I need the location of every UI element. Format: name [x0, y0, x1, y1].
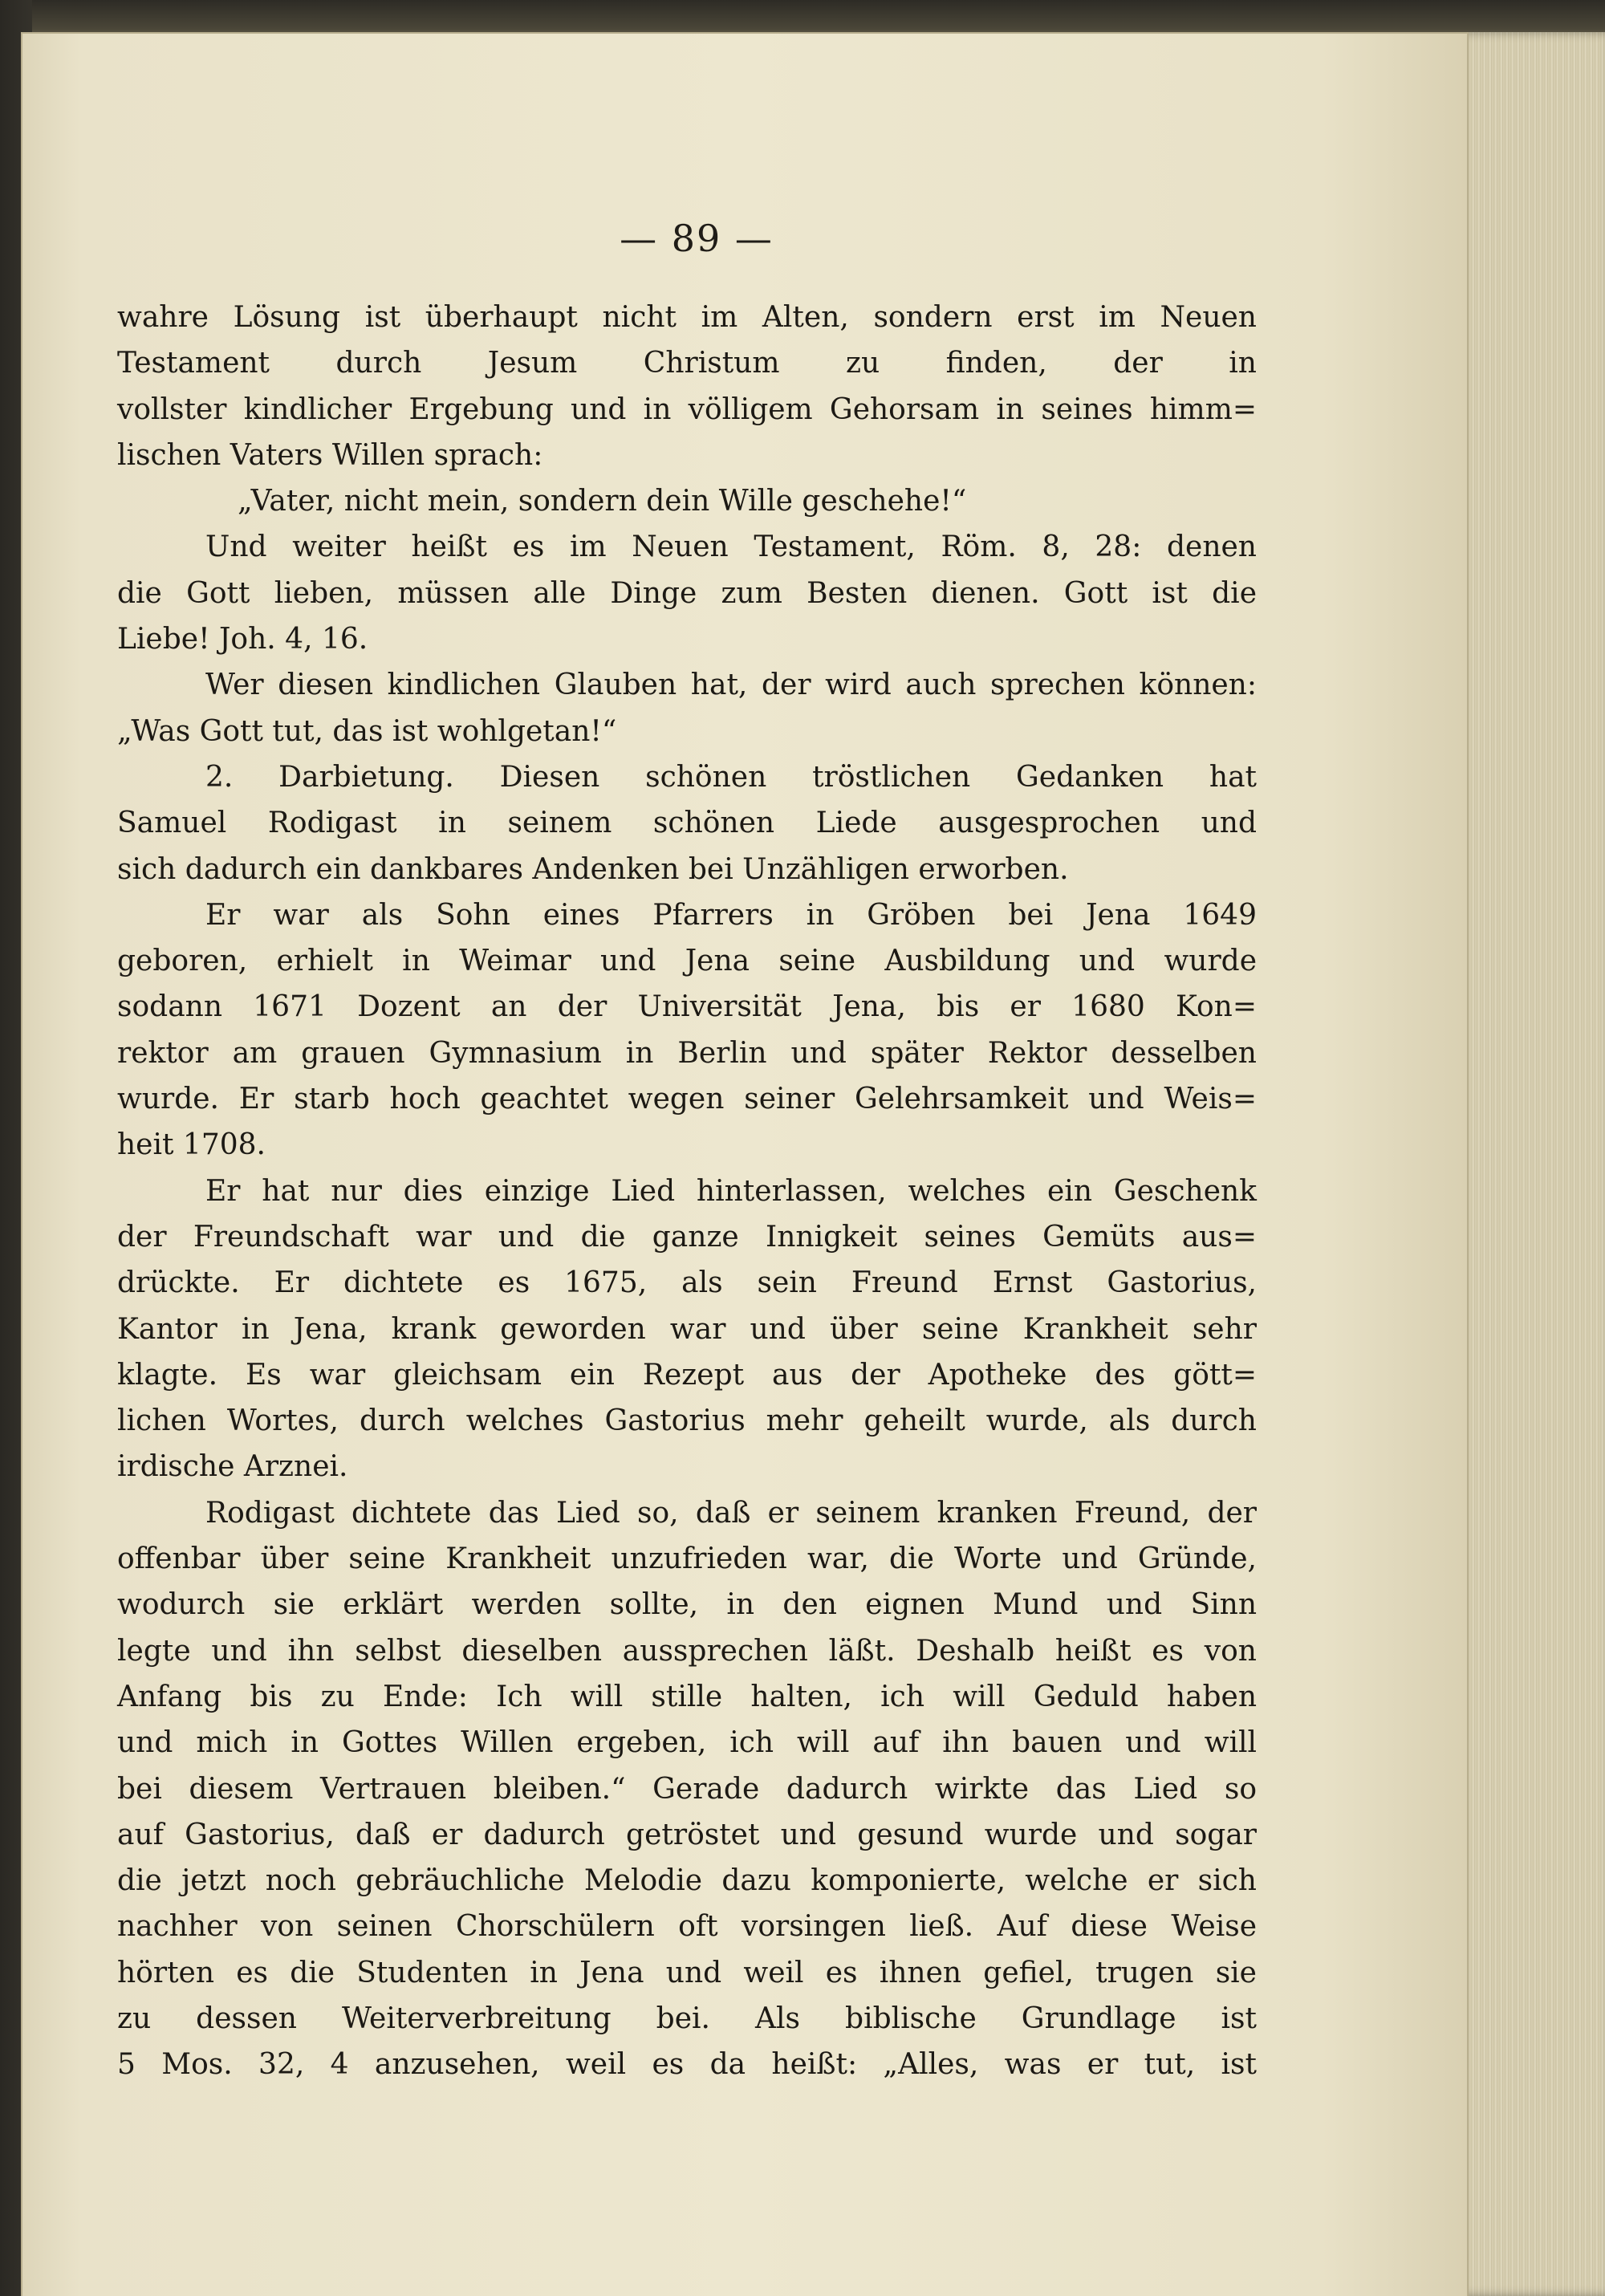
text-line: heit 1708. [117, 1128, 266, 1162]
page-number: — 89 — [620, 217, 774, 260]
text-line: Und weiter heißt es im Neuen Testament, Röm. 8, 28: denen [205, 530, 1257, 564]
book-page [22, 34, 1467, 2296]
text-line: rektor am grauen Gymnasium in Berlin und später Rektor desselben [117, 1036, 1257, 1070]
text-line: Rodigast dichtete das Lied so, daß er seinem kranken Freund, der [205, 1496, 1257, 1530]
text-line: wurde. Er starb hoch geachtet wegen seiner Gelehrsamkeit und Weis= [117, 1083, 1257, 1116]
text-line: Anfang bis zu Ende: Ich will stille halten, ich will Geduld haben [117, 1680, 1257, 1713]
text-line: Wer diesen kindlichen Glauben hat, der wird auch sprechen können: [205, 668, 1257, 702]
text-line: und mich in Gottes Willen ergeben, ich will auf ihn bauen und will [117, 1726, 1257, 1760]
text-line: auf Gastorius, daß er dadurch getröstet und gesund wurde und sogar [117, 1818, 1257, 1851]
text-line: geboren, erhielt in Weimar und Jena seine Ausbildung und wurde [117, 945, 1257, 978]
section-heading-line: 2. Darbietung. Diesen schönen tröstlichen Gedanken hat [205, 760, 1257, 794]
text-line: die jetzt noch gebräuchliche Melodie dazu komponierte, welche er sich [117, 1864, 1257, 1898]
text-line: wahre Lösung ist überhaupt nicht im Alten, sondern erst im Neuen [117, 301, 1257, 334]
quote-line: „Vater, nicht mein, sondern dein Wille geschehe!“ [238, 485, 967, 518]
text-line: legte und ihn selbst dieselben aussprechen läßt. Deshalb heißt es von [117, 1634, 1257, 1668]
text-line: die Gott lieben, müssen alle Dinge zum Besten dienen. Gott ist die [117, 576, 1257, 610]
text-line: wodurch sie erklärt werden sollte, in den eignen Mund und Sinn [117, 1588, 1257, 1622]
text-line: sodann 1671 Dozent an der Universität Jena, bis er 1680 Kon= [117, 990, 1257, 1024]
text-line: offenbar über seine Krankheit unzufrieden war, die Worte und Gründe, [117, 1542, 1257, 1576]
text-line: zu dessen Weiterverbreitung bei. Als biblische Grundlage ist [117, 2001, 1257, 2035]
text-line: Er war als Sohn eines Pfarrers in Gröben bei Jena 1649 [205, 898, 1257, 932]
page-body [117, 295, 1257, 2088]
text-line: Liebe! Joh. 4, 16. [117, 623, 368, 656]
text-line: Er hat nur dies einzige Lied hinterlassen, welches ein Geschenk [205, 1174, 1257, 1208]
text-line: klagte. Es war gleichsam ein Rezept aus der Apotheke des gött= [117, 1358, 1257, 1392]
text-line: sich dadurch ein dankbares Andenken bei Unzähligen erworben. [117, 852, 1069, 886]
text-line: irdische Arznei. [117, 1450, 348, 1484]
text-line: der Freundschaft war und die ganze Innigkeit seines Gemüts aus= [117, 1220, 1257, 1254]
text-line: hörten es die Studenten in Jena und weil es ihnen gefiel, trugen sie [117, 1956, 1257, 1989]
text-line: 5 Mos. 32, 4 anzusehen, weil es da heißt: „Alles, was er tut, ist [117, 2048, 1257, 2082]
text-line: nachher von seinen Chorschülern oft vorsingen ließ. Auf diese Weise [117, 1910, 1257, 1944]
text-line: lichen Wortes, durch welches Gastorius mehr geheilt wurde, als durch [117, 1404, 1257, 1438]
text-line: „Was Gott tut, das ist wohlgetan!“ [117, 714, 617, 748]
text-line: vollster kindlicher Ergebung und in völligem Gehorsam in seines himm= [117, 392, 1257, 426]
text-line: Testament durch Jesum Christum zu finden, der in [117, 347, 1257, 380]
text-line: Samuel Rodigast in seinem schönen Liede ausgesprochen und [117, 807, 1257, 840]
text-line: bei diesem Vertrauen bleiben.“ Gerade dadurch wirkte das Lied so [117, 1772, 1257, 1806]
text-line: Kantor in Jena, krank geworden war und über seine Krankheit sehr [117, 1312, 1257, 1346]
text-line: lischen Vaters Willen sprach: [117, 438, 543, 472]
text-line: drückte. Er dichtete es 1675, als sein Freund Ernst Gastorius, [117, 1266, 1257, 1300]
page-block-edge [1453, 32, 1605, 2296]
